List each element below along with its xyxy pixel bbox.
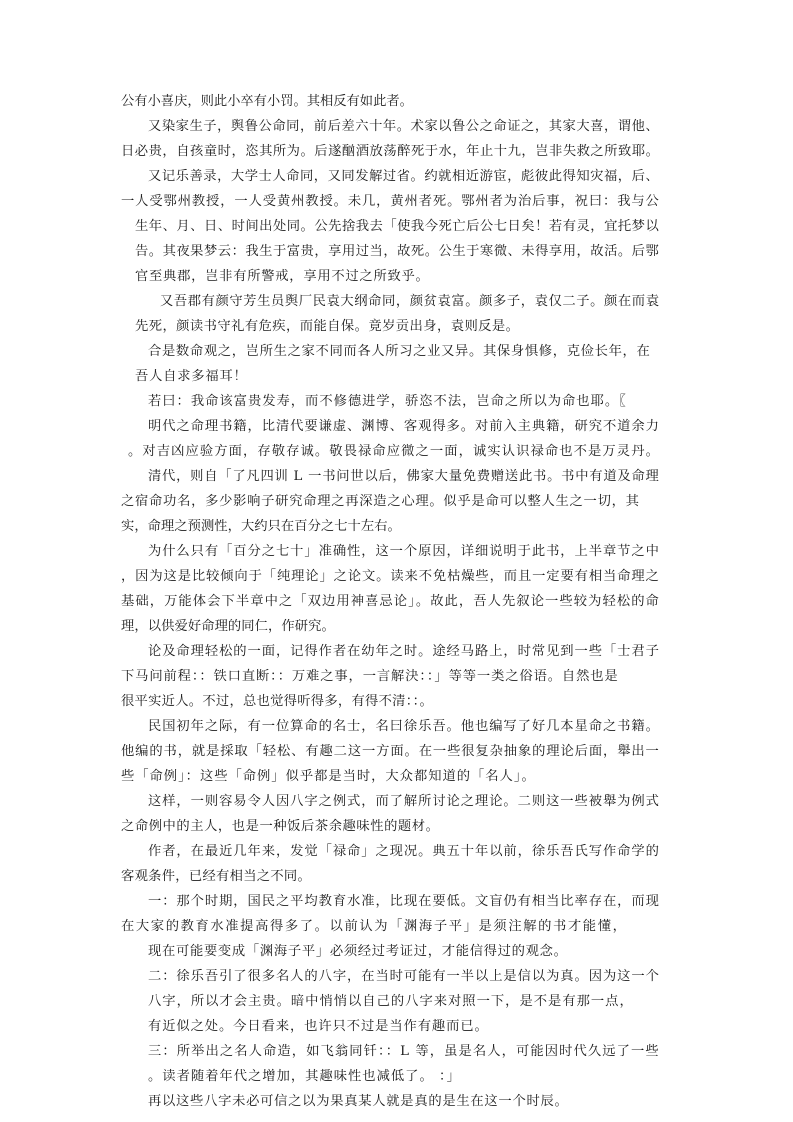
text-line: 民国初年之际，有一位算命的名士，名曰徐乐吾。他也编写了好几本星命之书籍。 [148,719,660,734]
text-line: 为什么只有「百分之七十」准确性，这一个原因，详细说明于此书，上半章节之中 [148,544,660,559]
text-line: 论及命理轻松的一面，记得作者在幼年之时。途经马路上，时常见到一些「士君子 [148,644,660,659]
text-line: 下马问前程：：铁口直断：：万难之事，一言解決：：」等等一类之俗语。自然也是 [121,669,619,684]
text-line: 三：所举出之名人命造，如飞翁同钎：：L 等，虽是名人，可能因时代久远了一些 [148,1044,660,1059]
text-line: 再以这些八字未必可信之以为果真某人就是真的是生在这一个时辰。 [148,1094,569,1109]
text-line: 基础，万能体会下半章中之「双边用神喜忌论」。故此，吾人先叙论一些较为轻松的命 [121,594,660,609]
text-line: 之命例中的主人，也是一种饭后茶余趣味性的题材。 [121,819,440,834]
text-line: 合是数命观之，岂所生之家不同而各人所习之业又异。其保身惧修，克俭长年，在 [148,344,651,359]
text-line: 理，以供爱好命理的同仁，作研究。 [121,619,335,634]
text-line: 八字，所以才会主贵。暗中悄悄以自己的八字来对照一下，是不是有那一点， [148,994,634,1009]
text-line: 清代，则自「了凡四训 L 一书问世以后，佛家大量免费赠送此书。书中有道及命理 [148,469,660,484]
text-line: 一：那个时期，国民之平均教育水准，比现在要低。文盲仍有相当比率存在，而现 [148,894,660,909]
text-line: 。读者随着年代之增加，其趣味性也减低了。 ：」 [148,1069,461,1084]
text-line: 又吾郡有颜守芳生员舆厂民袁大纲命同，颜贫袁富。颜多子，袁仅二子。颜在而袁 [160,294,660,309]
text-line: 吾人自求多福耳！ [135,369,248,384]
text-line: 之宿命功名，多少影响子研究命理之再深造之心理。似乎是命可以整人生之一切，其 [121,494,640,509]
text-line: 日必贵，自孩童时，恣其所为。后遂酗酒放荡醉死于水，年止十九，岂非失救之所致耶。 [121,144,660,159]
text-line: 他编的书，就是採取「轻松、有趣二这一方面。在一些很复杂抽象的理论后面，舉出一 [121,744,660,759]
text-line: 现在可能要变成「渊海子平」必须经过考证过，才能信得过的观念。 [148,944,568,959]
text-line: 实，命理之预测性，大约只在百分之七十左右。 [121,519,401,534]
text-line: 些「命例」：这些「命例」似乎都是当时，大众都知道的「名人」。 [121,769,536,784]
text-line: 二：徐乐吾引了很多名人的八字，在当时可能有一半以上是信以为真。因为这一个 [148,969,660,984]
text-line: 生年、月、日、时间出处同。公先捨我去「使我今死亡后公七日矣！若有灵，宜托梦以 [135,219,660,234]
text-line: 作者，在最近几年来，发觉「禄命」之现况。典五十年以前，徐乐吾氏写作命学的 [148,844,660,859]
text-line: 一人受鄂州教授，一人受黄州教授。未几，黄州者死。鄂州者为治后事，祝曰：我与公 [121,194,660,209]
text-line: 有近似之处。今日看来，也许只不过是当作有趣而已。 [148,1019,489,1034]
text-line: 明代之命理书籍，比清代要谦虚、渊博、客观得多。对前入主典籍，研究不道余力 [148,419,660,434]
text-line: 。对吉凶应验方面，存敬存诚。敬畏禄命应微之一面，诚实认识禄命也不是万灵丹。 [128,444,660,459]
text-line: 官至典郡，岂非有所警戒，享用不过之所致乎。 [135,269,430,284]
text-line: 公有小喜庆，则此小卒有小罚。其相反有如此者。 [121,94,413,109]
text-line: 若曰：我命该富贵发寿，而不修德进学，骄恣不法，岂命之所以为命也耶。〖 [148,394,627,409]
text-line: 在大家的教育水准提高得多了。以前认为「渊海子平」是须注解的书才能懂， [121,919,628,934]
text-line: 先死，颜读书守礼有危疾，而能自保。竟岁贡出身，袁则反是。 [135,319,520,334]
text-line: 告。其夜果梦云：我生于富贵，享用过当，故死。公生于寒微、未得享用，故活。后鄂 [135,244,660,259]
text-line: 很平实近人。不过，总也觉得听得多，有得不清：：。 [121,694,434,709]
text-line: 客观条件，已经有相当之不同。 [121,869,312,884]
text-line: 又染家生子，舆鲁公命同，前后差六十年。术家以鲁公之命证之，其家大喜，谓他、 [148,119,660,134]
text-line: 这样，一则容易令人因八字之例式，而了解所讨论之理论。二则这一些被舉为例式 [148,794,660,809]
text-line: ，因为这是比较倾向于「纯理论」之论文。读来不免枯燥些，而且一定要有相当命理之 [121,569,660,584]
text-line: 又记乐善录，大学士人命同，又同发解过省。约就相近游宦，彪彼此得知灾福，后、 [148,169,660,184]
